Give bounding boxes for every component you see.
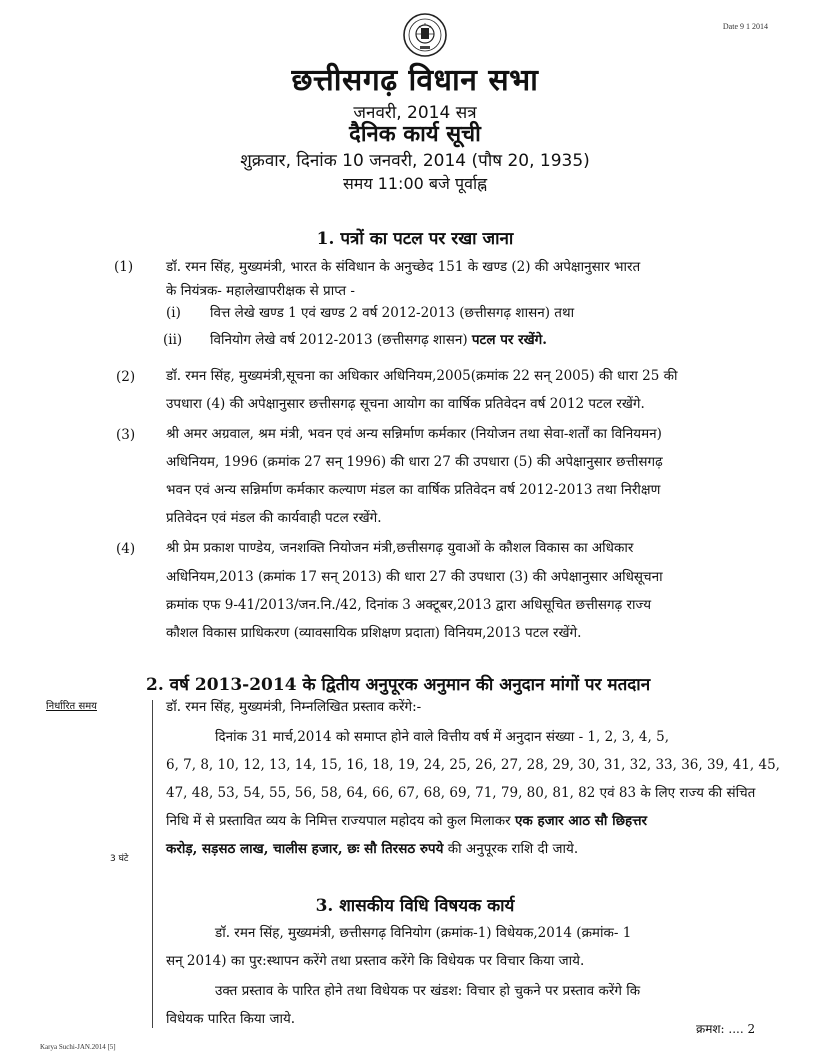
motion-text: की अनुपूरक राशि दी जाये. [443,841,579,857]
motion-line: 6, 7, 8, 10, 12, 13, 14, 15, 16, 18, 19, 24, 25, 26, 27, 28, 29, 30, 31, 32, 33, 36, 39, 41, 45, [166,757,780,773]
date-stamp: Date 9 1 2014 [722,22,768,31]
assembly-name: छत्तीसगढ़ विधान सभा [291,63,539,98]
item-line: प्रतिवेदन एवं मंडल की कार्यवाही पटल रखेंगे. [166,510,382,526]
file-reference: Karya Suchi-JAN.2014 [5] [40,1043,116,1051]
item-line: क्रमांक एफ 9-41/2013/जन.नि./42, दिनांक 3 अक्टूबर,2013 द्वारा अधिसूचित छत्तीसगढ़ राज्य [166,597,652,613]
item-line: अधिनियम, 1996 (क्रमांक 27 सन् 1996) की धारा 27 की उपधारा (5) की अपेक्षानुसार छत्तीसगढ़ [166,454,663,470]
item-line: श्री अमर अग्रवाल, श्रम मंत्री, भवन एवं अन्य सन्निर्माण कर्मकार (नियोजन तथा सेवा-शर्तों का विनियमन) [166,426,662,442]
item-number: (3) [116,427,136,443]
item-number: (2) [116,369,136,385]
section1-title: 1. पत्रों का पटल पर रखा जाना [316,229,514,249]
motion-line [166,834,806,864]
time-line: समय 11:00 बजे पूर्वाह्न [342,174,488,193]
item-line: के नियंत्रक- महालेखापरीक्षक से प्राप्त - [166,283,355,299]
scheduled-time-label: निर्धारित समय [46,701,97,712]
subitem-number: (ii) [163,332,183,348]
margin-divider [152,700,153,1028]
scheduled-time-value: 3 घंटे [110,854,129,864]
subitem-text: वित्त लेखे खण्ड 1 एवं खण्ड 2 वर्ष 2012-2013 (छत्तीसगढ़ शासन) तथा [210,305,575,321]
subitem-line [210,325,800,355]
item-line: भवन एवं अन्य सन्निर्माण कर्मकार कल्याण मंडल का वार्षिक प्रतिवेदन वर्ष 2012-2013 तथा निरीक्षण [166,482,661,498]
item-line: डॉ. रमन सिंह, मुख्यमंत्री, भारत के संविधान के अनुच्छेद 151 के खण्ड (2) की अपेक्षानुसार भारत [166,259,641,275]
bill-line: सन् 2014) का पुर:स्थापन करेंगे तथा प्रस्ताव करेंगे कि विधेयक पर विचार किया जाये. [166,953,585,969]
bill-line: विधेयक पारित किया जाये. [166,1011,296,1027]
bill-line: डॉ. रमन सिंह, मुख्यमंत्री, छत्तीसगढ़ विनियोग (क्रमांक-1) विधेयक,2014 (क्रमांक- 1 [215,925,632,941]
motion-line: 47, 48, 53, 54, 55, 56, 58, 64, 66, 67, 68, 69, 71, 79, 80, 81, 82 एवं 83 के लिए राज्य की संचित [166,785,756,801]
section2-title: 2. वर्ष 2013-2014 के द्वितीय अनुपूरक अनुमान की अनुदान मांगों पर मतदान [146,675,651,695]
bill-line: उक्त प्रस्ताव के पारित होने तथा विधेयक पर खंडश: विचार हो चुकने पर प्रस्ताव करेंगे कि [215,983,641,999]
item-line: उपधारा (4) की अपेक्षानुसार छत्तीसगढ़ सूचना आयोग का वार्षिक प्रतिवेदन वर्ष 2012 पटल रखेंगे. [166,396,645,412]
date-line: शुक्रवार, दिनांक 10 जनवरी, 2014 (पौष 20, 1935) [240,151,590,171]
section3-title: 3. शासकीय विधि विषयक कार्य [315,896,515,916]
subitem-number: (i) [166,305,181,321]
item-number: (4) [116,541,136,557]
amount-text: एक हजार आठ सौ छिहत्तर [514,813,648,829]
assembly-emblem-icon [402,12,448,58]
session-label: जनवरी, 2014 सत्र [353,103,477,123]
motion-line [166,806,806,836]
subitem-line [210,298,800,328]
subitem-bold-text: पटल पर रखेंगे. [471,332,547,348]
section2-intro: डॉ. रमन सिंह, मुख्यमंत्री, निम्नलिखित प्रस्ताव करेंगे:- [166,699,422,715]
subitem-text: विनियोग लेखे वर्ष 2012-2013 (छत्तीसगढ़ शासन) [210,332,472,348]
item-line: अधिनियम,2013 (क्रमांक 17 सन् 2013) की धारा 27 की उपधारा (3) की अपेक्षानुसार अधिसूचना [166,569,663,585]
document-title: दैनिक कार्य सूची [349,122,481,147]
motion-line: दिनांक 31 मार्च,2014 को समाप्त होने वाले वित्तीय वर्ष में अनुदान संख्या - 1, 2, 3, 4, 5, [215,729,669,745]
continued-marker: क्रमश: .... 2 [696,1022,756,1036]
motion-text: निधि में से प्रस्तावित व्यय के निमित्त राज्यपाल महोदय को कुल मिलाकर [166,813,515,829]
item-line: डॉ. रमन सिंह, मुख्यमंत्री,सूचना का अधिकार अधिनियम,2005(क्रमांक 22 सन् 2005) की धारा 25 की [166,368,678,384]
amount-text: करोड़, सड़सठ लाख, चालीस हजार, छः सौ तिरसठ रुपये [166,841,444,857]
item-number: (1) [114,259,134,275]
item-line: कौशल विकास प्राधिकरण (व्यावसायिक प्रशिक्षण प्रदाता) विनियम,2013 पटल रखेंगे. [166,625,582,641]
item-line: श्री प्रेम प्रकाश पाण्डेय, जनशक्ति नियोजन मंत्री,छत्तीसगढ़ युवाओं के कौशल विकास का अधिकार [166,540,634,556]
